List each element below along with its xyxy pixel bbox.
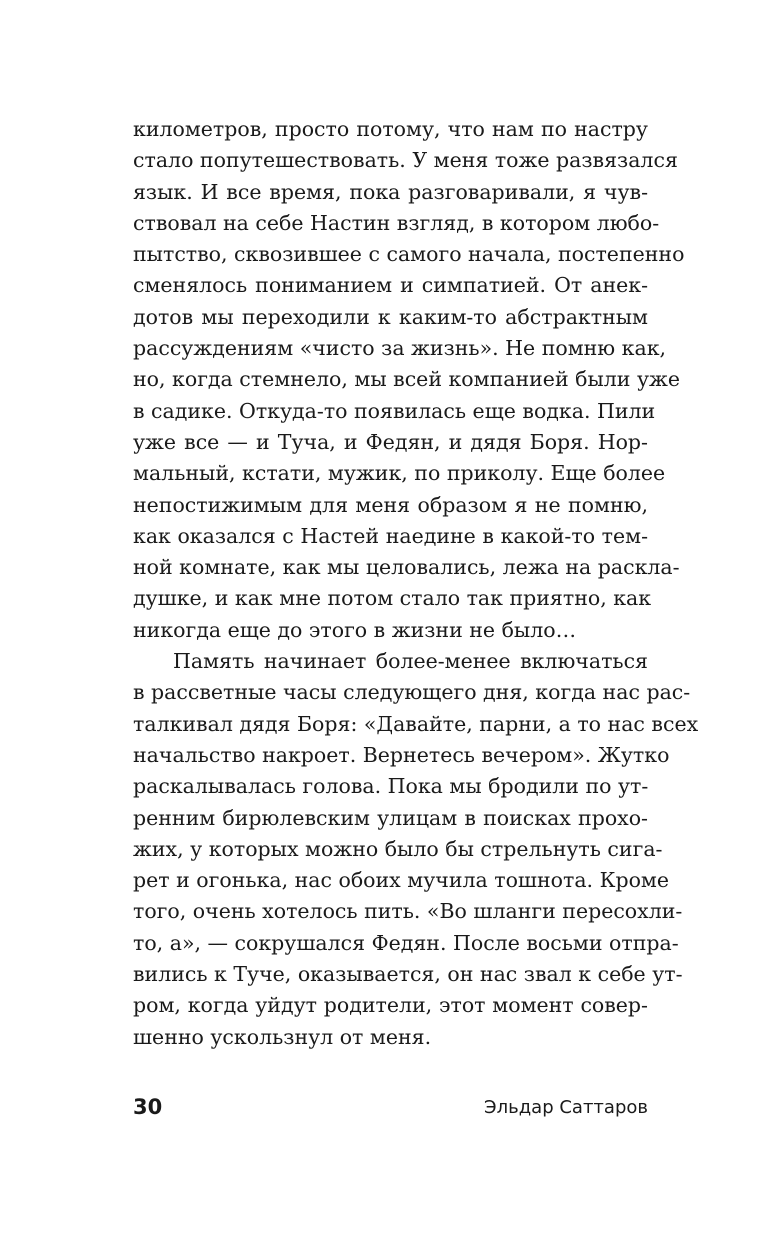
text-line: душке, и как мне потом стало так приятно, как bbox=[133, 586, 652, 611]
text-line: рассуждениям «чисто за жизнь». Не помню как, bbox=[133, 336, 667, 361]
text-line: стало попутешествовать. У меня тоже развязался bbox=[133, 148, 678, 173]
text-line: непостижимым для меня образом я не помню, bbox=[133, 492, 648, 517]
text-line: сменялось пониманием и симпатией. От анек- bbox=[133, 273, 648, 298]
author-name: Эльдар Саттаров bbox=[484, 1097, 648, 1118]
text-line: ренним бирюлевским улицам в поисках прохо- bbox=[133, 805, 648, 830]
text-line: раскалывалась голова. Пока мы бродили по ут- bbox=[133, 774, 649, 799]
text-line: ной комнате, как мы целовались, лежа на раскла- bbox=[133, 555, 680, 580]
text-line: то, а», — сокрушался Федян. После восьми отпра- bbox=[133, 930, 679, 955]
text-line: в садике. Откуда-то появилась еще водка. Пили bbox=[133, 398, 656, 423]
text-line: жих, у которых можно было бы стрельнуть сига- bbox=[133, 836, 663, 861]
text-line: но, когда стемнело, мы всей компанией были уже bbox=[133, 367, 681, 392]
text-line: шенно ускользнул от меня. bbox=[133, 1024, 432, 1049]
text-line: язык. И все время, пока разговаривали, я чув- bbox=[133, 179, 648, 204]
paragraph-2 bbox=[133, 646, 699, 1053]
text-line: как оказался с Настей наедине в какой-то тем- bbox=[133, 523, 648, 548]
text-line: пытство, сквозившее с самого начала, постепенно bbox=[133, 242, 685, 267]
text-line: того, очень хотелось пить. «Во шланги пересохли- bbox=[133, 899, 683, 924]
text-line: рет и огонька, нас обоих мучила тошнота. Кроме bbox=[133, 868, 669, 893]
page-number: 30 bbox=[133, 1095, 163, 1119]
paragraph-1 bbox=[133, 114, 685, 646]
text-line: вились к Туче, оказывается, он нас звал к себе ут- bbox=[133, 962, 683, 987]
text-line: начальство накроет. Вернетесь вечером». Жутко bbox=[133, 742, 670, 767]
text-line: ром, когда уйдут родители, этот момент совер- bbox=[133, 993, 648, 1018]
text-line: километров, просто потому, что нам по настру bbox=[133, 117, 648, 141]
text-line: талкивал дядя Боря: «Давайте, парни, а то нас всех bbox=[133, 711, 699, 736]
text-line: ствовал на себе Настин взгляд, в котором любо- bbox=[133, 210, 660, 235]
text-line: в рассветные часы следующего дня, когда нас рас- bbox=[133, 680, 691, 705]
text-line: дотов мы переходили к каким-то абстрактным bbox=[133, 304, 648, 329]
text-line: никогда еще до этого в жизни не было… bbox=[133, 617, 577, 642]
text-line: мальный, кстати, мужик, по приколу. Еще более bbox=[133, 461, 666, 486]
text-line: уже все — и Туча, и Федян, и дядя Боря. Нор- bbox=[133, 429, 648, 454]
text-line: Память начинает более-менее включаться bbox=[173, 649, 648, 674]
page-footer bbox=[133, 1095, 648, 1125]
body-text bbox=[133, 114, 699, 1053]
